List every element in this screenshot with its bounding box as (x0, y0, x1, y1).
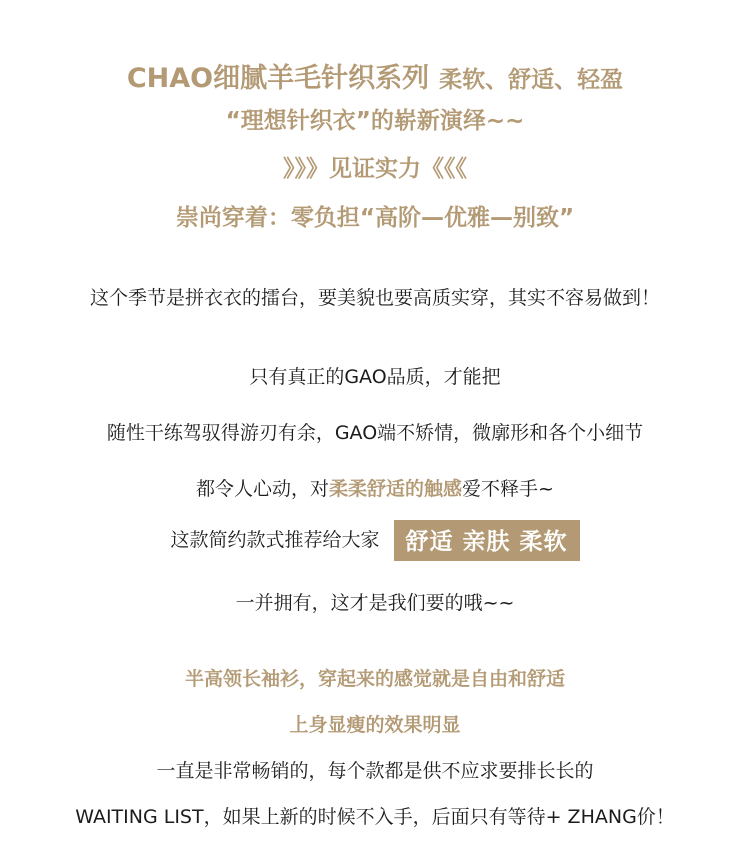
header-line-2: “理想针织衣”的崭新演绎~~ (225, 108, 525, 134)
header-subtitle: 柔软、舒适、轻盈 (439, 67, 624, 93)
paragraph-4-after: 爱不释手~ (462, 478, 554, 500)
paragraph-8: 上身显瘦的效果明显 (289, 714, 461, 736)
paragraph-4-before: 都令人心动，对 (196, 478, 330, 500)
paragraph-2: 只有真正的GAO品质，才能把 (249, 366, 501, 388)
paragraph-4 (0, 474, 750, 501)
feature-badge: 舒适 亲肤 柔软 (394, 520, 580, 561)
header-line-4: 崇尚穿着：零负担“高阶—优雅—别致” (175, 205, 575, 231)
header-line-3: 》》》见证实力《《《 (283, 156, 467, 182)
paragraph-1: 这个季节是拼衣衣的擂台，要美貌也要高质实穿，其实不容易做到！ (89, 287, 660, 309)
paragraph-7: 半高领长袖衫，穿起来的感觉就是自由和舒适 (184, 668, 565, 690)
header-title: CHAO细腻羊毛针织系列 (126, 63, 430, 94)
paragraph-9: 一直是非常畅销的，每个款都是供不应求要排长长的 (156, 760, 594, 782)
paragraph-5 (0, 520, 750, 561)
paragraph-6: 一并拥有，这才是我们要的哦~~ (235, 592, 515, 614)
paragraph-3: 随性干练驾驭得游刃有余，GAO端不矫情，微廓形和各个小细节 (106, 422, 644, 444)
header-line-1 (0, 56, 750, 95)
highlight-text: 柔柔舒适的触感 (329, 478, 463, 500)
paragraph-5-text: 这款简约款式推荐给大家 (170, 529, 380, 551)
paragraph-10: WAITING LIST，如果上新的时候不入手，后面只有等待+ ZHANG价！ (75, 806, 675, 828)
